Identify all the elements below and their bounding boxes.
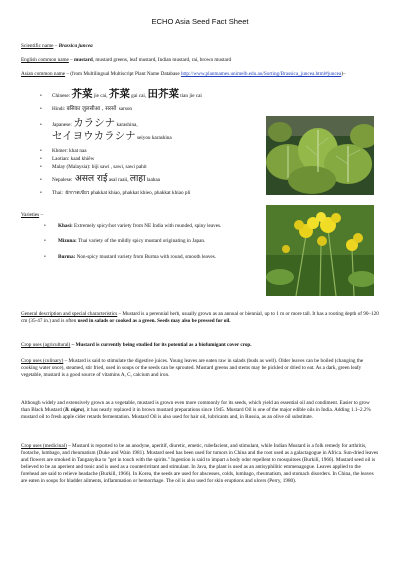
japanese-label: Japanese: — [52, 122, 72, 128]
variety-item-khasi — [44, 223, 262, 230]
thai-label: Thai: — [52, 190, 63, 196]
bullet-icon: • — [40, 164, 42, 170]
medicinal-uses-paragraph — [21, 443, 379, 484]
black-mustard-species: B. nigra — [64, 406, 83, 413]
nepalese-label: Nepalese: — [52, 177, 73, 183]
variety-name: Khasi: — [58, 223, 73, 229]
english-name-separator: – — [68, 57, 75, 63]
english-name-line — [21, 57, 379, 64]
variety-desc: Extremely spicy/hot variety from NE India with rounded, spiny leaves. — [72, 223, 222, 229]
chinese-glyph-3: 田芥菜 — [147, 88, 179, 100]
seed-oil-text-1: Although widely and extensively grown as a vegetable, mustard is grown even more commonly for its seeds, which yield an essential oil and condiment. Easier to grow than Black Mustard ( — [21, 400, 370, 413]
chinese-glyph-1: 芥菜 — [71, 88, 93, 100]
agricultural-uses-label: Crop uses (agricultural) — [21, 342, 71, 348]
english-name-label: English common name — [21, 57, 69, 63]
laotian-value: kaad khiêw — [70, 156, 95, 162]
scientific-name-separator: – — [53, 43, 59, 49]
variety-desc: Non-spicy mustard variety from Burma with round, smooth leaves. — [75, 254, 217, 260]
asian-name-line — [21, 71, 351, 78]
khmer-value: khat naa — [69, 148, 87, 154]
asian-name-tail: )– — [341, 71, 346, 77]
name-row-khmer — [40, 148, 87, 155]
hindi-roman: sarson — [118, 106, 133, 112]
seed-oil-paragraph — [21, 400, 379, 421]
agricultural-uses-text: – Mustard is currently being studied for its potential as a biofumigant cover crop. — [70, 342, 252, 348]
chinese-roman-1: jie cai, — [93, 93, 108, 99]
name-row-malay — [40, 164, 147, 171]
chinese-label: Chinese: — [52, 93, 71, 99]
mustard-leaves-illustration — [266, 116, 374, 195]
laotian-label: Laotian: — [52, 156, 70, 162]
agricultural-uses-paragraph — [21, 342, 379, 349]
bullet-icon: • — [40, 122, 42, 128]
culinary-uses-paragraph — [21, 358, 379, 379]
chinese-roman-3: tian jie cai — [180, 93, 202, 99]
english-name-primary: mustard — [74, 57, 93, 63]
culinary-uses-text: – Mustard is said to stimulate the digestive juices. Young leaves are eaten raw in salads (buds as well). Older leaves can be boiled (changing the cooking water once), steamed, stir fried, used in soups or the seeds can be sprouted. Mustard greens and stems may be pickled or dried to eat. As a dark, green leafy vegetable, mustard is a good source of vitamins A, C, calcium and iron. — [21, 358, 364, 378]
japanese-glyph-2: セイヨウカラシナ — [52, 130, 136, 142]
mustard-leaves-photo — [266, 116, 374, 195]
japanese-roman-2: seiyou karashina — [136, 135, 172, 141]
chinese-roman-2: gai cai, — [131, 93, 147, 99]
name-row-laotian — [40, 156, 94, 163]
variety-item-burma — [44, 254, 262, 261]
general-description-paragraph — [21, 311, 379, 325]
bullet-icon: • — [40, 106, 42, 112]
khmer-label: Khmer: — [52, 148, 68, 154]
variety-name: Mizuna: — [58, 238, 77, 244]
hindi-script: बसिका जुलसीआ , सरसों — [66, 106, 117, 112]
bullet-icon: • — [40, 148, 42, 154]
nepalese-roman-1: asal raaii, — [108, 177, 129, 183]
varieties-label: Varieties — [21, 212, 40, 218]
medicinal-uses-label: Crop uses (medicinal) — [21, 443, 67, 449]
nepalese-script-2: लाहा — [129, 174, 146, 184]
nepalese-roman-2: laahaa — [146, 177, 160, 183]
thai-roman: phakkat khiao, phakkat khieo, phakkat khiao pli — [90, 190, 191, 196]
mustard-flowers-photo — [266, 205, 374, 296]
varieties-heading — [21, 212, 261, 219]
seed-oil-text-2: ), it has nearly replaced it in brown mustard preparations since 1945. Mustard Oil is one of the major edible oils in India. Adding 1.1–2.2% mustard oil to fresh apple cider retards fermentation. Mustard Oil is also used for hair oil, lubricants and, in Russia, as an olive oil substitute. — [21, 406, 371, 420]
malay-label: Malay (Malaysia): — [52, 164, 91, 170]
japanese-glyph-1: カラシナ — [73, 117, 116, 129]
name-row-chinese — [40, 88, 202, 100]
variety-desc: Thai variety of the mildly spicy mustard originating in Japan. — [76, 238, 206, 244]
general-description-text: – Mustard is a perennial herb, usually grown as an annual or biennial, up to 1 m or more tall. It has a rooting depth of 90–120 cm (35-47 in.) and is often — [21, 311, 379, 324]
asian-name-intro: – (from Multilingual Multiscript Plant Name Database — [65, 71, 181, 77]
scientific-name-value: Brassica juncea — [58, 43, 93, 49]
culinary-uses-label: Crop uses (culinary) — [21, 358, 64, 364]
bullet-icon: • — [40, 156, 42, 162]
general-description-bold: used in salads or cooked as a green. Seeds may also be pressed for oil. — [77, 317, 231, 324]
varieties-separator: – — [39, 212, 44, 218]
plantnames-database-link[interactable]: http://www.plantnames.unimelb.edu.au/Sorting/Brassica_juncea.html#juncea — [180, 71, 342, 77]
name-row-hindi — [40, 106, 132, 113]
bullet-icon: • — [44, 223, 46, 229]
bullet-icon: • — [44, 254, 46, 260]
name-row-nepalese — [40, 176, 160, 184]
name-row-thai — [40, 190, 190, 198]
page-title: ECHO Asia Seed Fact Sheet — [151, 17, 249, 26]
name-row-japanese-2 — [52, 130, 172, 142]
chinese-glyph-2: 芥菜 — [108, 88, 130, 100]
malay-value: biji sawi , sawi, sawi pahit — [91, 164, 147, 170]
nepalese-script-1: असल राई — [75, 174, 108, 184]
variety-name: Burma: — [58, 254, 76, 260]
hindi-label: Hindi: — [52, 106, 66, 112]
general-description-label: General description and special characteristics — [21, 311, 118, 317]
thai-script: ผักกาดเขียว — [65, 191, 90, 196]
bullet-icon: • — [40, 93, 42, 99]
bullet-icon: • — [44, 238, 46, 244]
name-row-japanese — [40, 117, 138, 129]
english-name-rest: , mustard greens, leaf mustard, Indian mustard, rai, brown mustard — [92, 57, 232, 63]
medicinal-uses-text: – Mustard is reported to be an anodyne, aperitif, diuretic, emetic, rubefacient, and stimulant, while Indian Mustard is a folk remedy for arthritis, footache, lumbago, and rheumatism (Duke and Wain 1981). Mustard seed has been used for tumors in China and the root used as a galactagogue in Africa. Sun-dried leaves and flowers are smoked in Tanganyika to "get in touch with the spirits." Ingestion is said to impart a body odor repellent to mosquitoes (Burkill, 1966). Mustard seed oil is believed to be an aperient and tonic and is used as a counterirritant and stimulant. In Java, the plant is used as an antisyphilitic emmenagogue. Leaves applied to the forehead are said to relieve headache (Burkill, 1966). In Korea, the seeds are used for abscesses, colds, lumbago, rheumatism, and stomach disorders. In China, the leaves are eaten in soups for bladder ailments, inflammation or hemorrhage. The oil is also used for skin eruptions and ulcers (Perry, 1980). — [21, 443, 379, 484]
bullet-icon: • — [40, 177, 42, 183]
bullet-icon: • — [40, 190, 42, 196]
scientific-name-line — [21, 43, 379, 50]
scientific-name-label: Scientific name — [21, 43, 54, 49]
mustard-flowers-illustration — [266, 205, 374, 296]
variety-item-mizuna — [44, 238, 262, 245]
japanese-roman-1: karashina, — [116, 122, 138, 128]
asian-name-label: Asian common name — [21, 71, 66, 77]
